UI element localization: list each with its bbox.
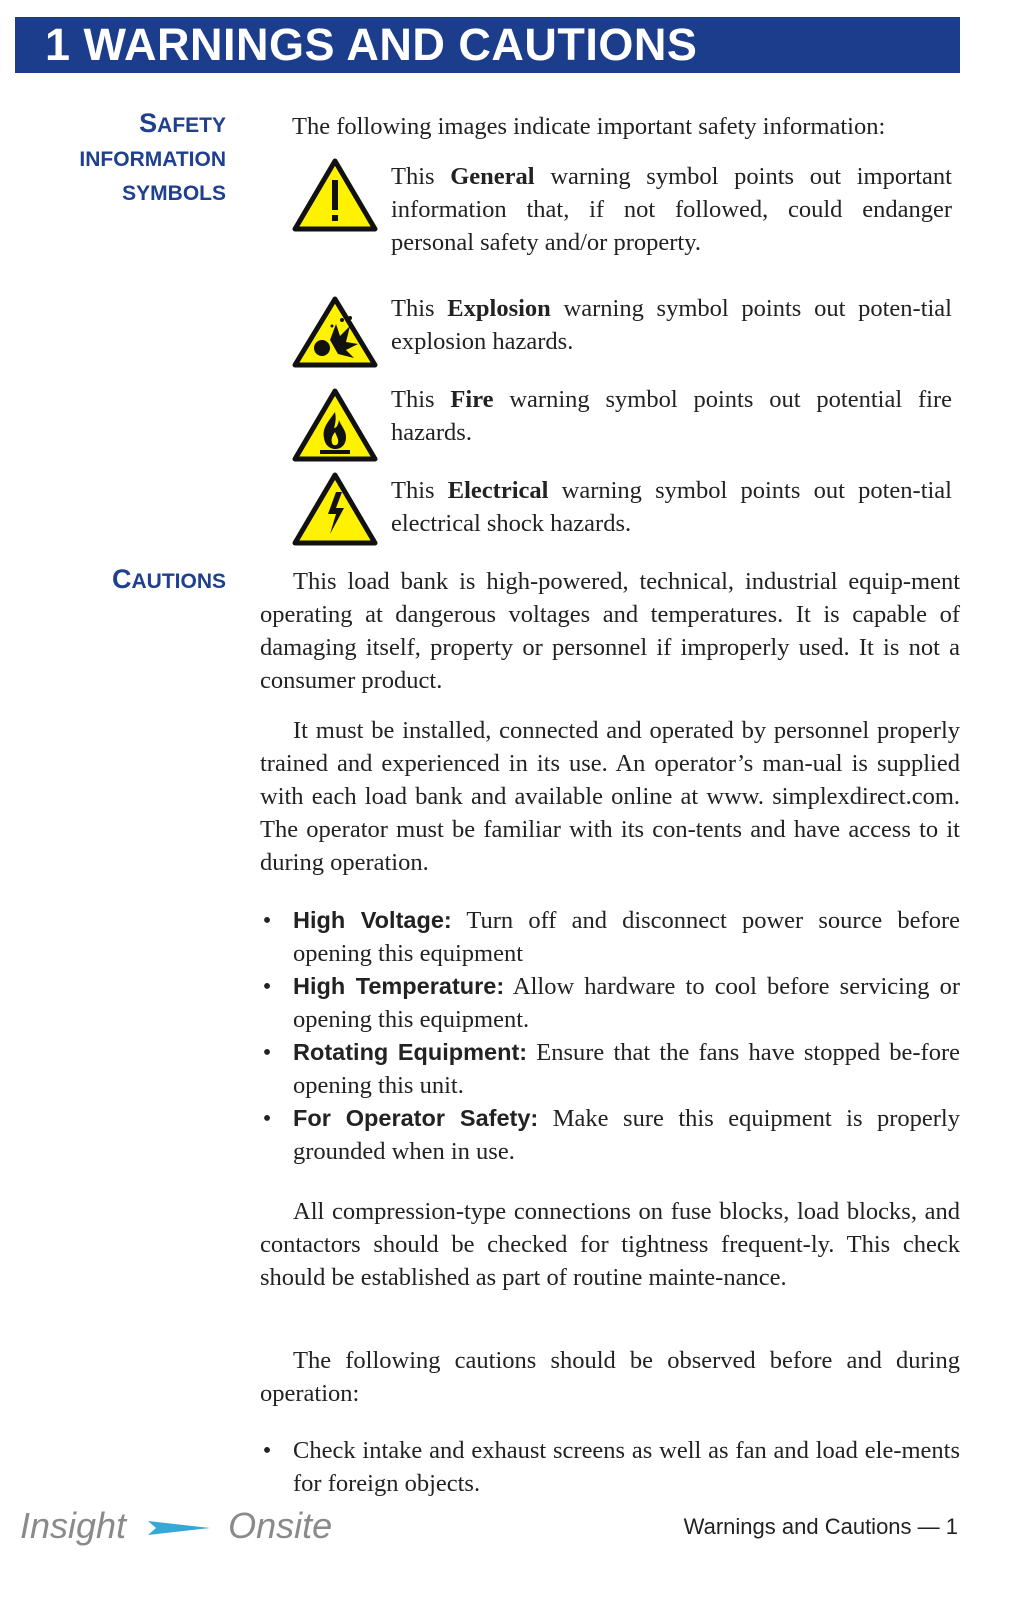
- electrical-warning-text: This Electrical warning symbol points out poten-tial electrical shock hazards.: [391, 477, 952, 537]
- insight-onsite-logo: Insight Onsite: [20, 1505, 333, 1546]
- chapter-header-bar: [15, 17, 960, 73]
- explosion-warning-icon: [292, 296, 378, 368]
- fire-warning-text: This Fire warning symbol points out potential fire hazards.: [391, 386, 952, 446]
- safety-info-heading: SAFETY INFORMATION SYMBOLS: [79, 108, 226, 205]
- fire-warning-icon: [292, 388, 378, 462]
- footer-page-label: Warnings and Cautions — 1: [683, 1514, 958, 1539]
- list-item: • High Temperature: Allow hardware to cool before servicing or opening this equipment.: [262, 973, 960, 1033]
- general-warning-text: This General warning symbol points out important information that, if not followed, could endanger personal safety and/or property.: [391, 163, 952, 256]
- list-item: • For Operator Safety: Make sure this equipment is properly grounded when in use.: [262, 1105, 960, 1165]
- electrical-warning-icon: [292, 472, 378, 546]
- safety-intro: The following images indicate important safety information:: [292, 113, 886, 140]
- cautions-paragraph-1: This load bank is high-powered, technical, industrial equip-ment operating at dangerous voltages and temperatures. It is capable of damaging itself, property or personnel if improperly used. It is not a consumer product.: [260, 568, 960, 694]
- cautions-heading: CAUTIONS: [112, 564, 226, 594]
- cautions-paragraph-3: All compression-type connections on fuse blocks, load blocks, and contactors should be checked for tightness frequent-ly. This check should be established as part of routine mainte-nance.: [260, 1198, 960, 1291]
- general-warning-icon: [292, 158, 378, 232]
- cautions-paragraph-4: The following cautions should be observed before and during operation:: [260, 1347, 960, 1407]
- cautions-paragraph-2: It must be installed, connected and operated by personnel properly trained and experienced in its use. An operator’s man-ual is supplied with each load bank and available online at www. simplexdirect.com. The operator must be familiar with its con-tents and have access to it during operation.: [260, 717, 960, 876]
- hazard-bullet-list: [260, 904, 960, 1168]
- list-item: • Rotating Equipment: Ensure that the fans have stopped be-fore opening this unit.: [262, 1039, 960, 1099]
- explosion-warning-text: This Explosion warning symbol points out poten-tial explosion hazards.: [391, 295, 952, 355]
- list-item: • High Voltage: Turn off and disconnect power source before opening this equipment: [262, 907, 960, 967]
- operation-bullet-list: [260, 1434, 960, 1500]
- chapter-title: 1 WARNINGS AND CAUTIONS: [45, 19, 698, 70]
- arrow-icon: [144, 1517, 214, 1539]
- list-item: • Check intake and exhaust screens as well as fan and load ele-ments for foreign objects.: [262, 1437, 960, 1497]
